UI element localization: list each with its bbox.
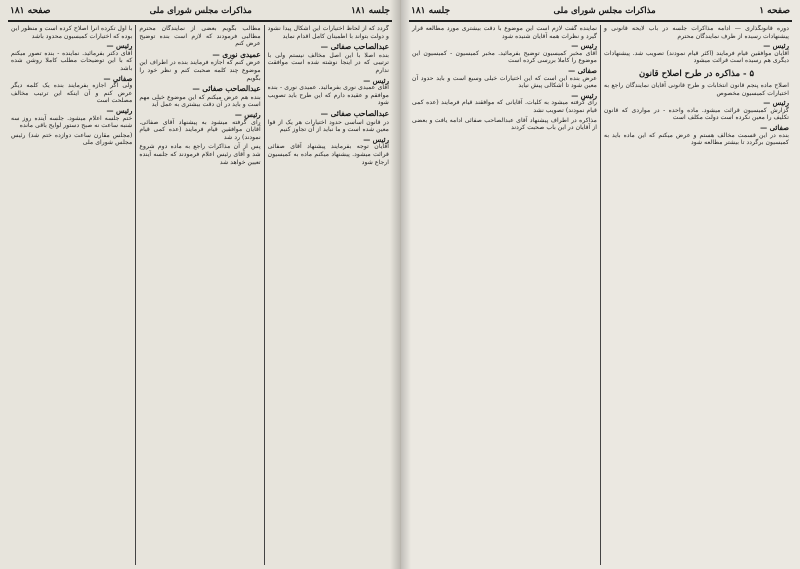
- speaker-label: رئیس —: [571, 41, 597, 51]
- body-paragraph: مطالب بگویم بعضی از نمایندگان محترم مطالبی فرمودند که لازم است بنده توضیح عرض کنم: [139, 25, 261, 48]
- left-column-1: [265, 25, 392, 565]
- speaker-label: رئیس —: [763, 98, 789, 108]
- speaker-heading: عبدالصاحب صفائی —: [320, 108, 389, 118]
- right-column-2: [409, 25, 600, 565]
- body-paragraph: آقای مخبر کمیسیون توضیح بفرمائید. مخبر کمیسیون - کمیسیون این موضوع را کاملا بررسی کرده است: [412, 49, 597, 65]
- speaker-label: رئیس —: [763, 41, 789, 51]
- speaker-label: رئیس —: [363, 75, 389, 85]
- body-paragraph: دوره قانونگذاری — ادامه مذاکرات جلسه در باب لایحه قانونی و پیشنهادات رسیده از طرف نمایندگان محترم: [604, 25, 789, 40]
- left-running-title: مذاکرات مجلس شورای ملی: [149, 6, 252, 16]
- body-paragraph: آقایان موافقین قیام فرمایند (اکثر قیام نمودند) تصویب شد. پیشنهادات دیگری هم رسیده است قرائت میشود: [604, 49, 789, 65]
- body-paragraph: (مجلس مقارن ساعت دوازده ختم شد) رئیس مجلس شورای ملی: [11, 131, 133, 147]
- body-paragraph: بنده هم عرض میکنم که این موضوع خیلی مهم است و باید در آن دقت بیشتری به عمل آید: [139, 93, 261, 109]
- section-heading: ۵ - مذاکره در طرح اصلاح قانون: [638, 68, 755, 79]
- body-paragraph: عرض کنم که اجازه فرمایند بنده در اطراف این موضوع چند کلمه صحبت کنم و نظر خود را بگویم: [139, 59, 261, 82]
- body-paragraph: آقای دکتر بفرمائید. نماینده - بنده تصور میکنم که با این توضیحات مطلب کاملا روشن شده باشد: [11, 49, 133, 72]
- body-paragraph: ولی اگر اجازه بفرمایند بنده یک کلمه دیگر عرض کنم و آن اینکه این ترتیب مخالف مصلحت است: [11, 82, 133, 105]
- speaker-label: رئیس —: [234, 109, 261, 119]
- speaker-label: صفائی —: [760, 122, 789, 132]
- speaker-label: رئیس —: [106, 41, 133, 51]
- body-paragraph: ختم جلسه اعلام میشود. جلسه آینده روز سه شنبه ساعت نه صبح دستور لوایح باقی مانده: [11, 114, 133, 130]
- speaker-label: رئیس —: [106, 105, 133, 115]
- body-paragraph: گردد که از لحاظ اختیارات این اشکال پیدا نشود و دولت بتواند با اطمینان کامل اقدام نماید: [267, 25, 389, 40]
- right-page-number: صفحه ۱: [759, 6, 790, 16]
- left-page-number: صفحه ۱۸۱: [10, 6, 51, 16]
- left-session-label: جلسه ۱۸۱: [350, 6, 390, 16]
- right-columns: [409, 25, 792, 565]
- body-paragraph: نماینده گفت لازم است این موضوع با دقت بیشتری مورد مطالعه قرار گیرد و نظرات همه آقایان شنیده شود: [412, 25, 597, 40]
- body-paragraph: عرض بنده این است که این اختیارات خیلی وسیع است و باید حدود آن معین شود تا اشکالی پیش نیاید: [412, 74, 597, 90]
- body-paragraph: گزارش کمیسیون قرائت میشود. ماده واحده - در مواردی که قانون تکلیف را معین نکرده است دولت مکلف است: [604, 106, 789, 122]
- body-paragraph: رای گرفته میشود به پیشنهاد آقای صفائی. آقایان موافقین قیام فرمایند (عده کمی قیام نمودند) رد شد: [139, 118, 261, 141]
- left-column-3: [8, 25, 135, 565]
- right-running-head: [409, 4, 792, 22]
- body-paragraph: پس از آن مذاکرات راجع به ماده دوم شروع شد و آقای رئیس اعلام فرمودند که جلسه آینده تعیین خواهد شد: [139, 143, 261, 166]
- speaker-heading: عبدالصاحب صفائی —: [320, 42, 389, 52]
- body-paragraph: آقایان توجه بفرمایند پیشنهاد آقای صفائی قرائت میشود. پیشنهاد میکنم ماده به کمیسیون ارجاع شود: [267, 143, 389, 166]
- body-paragraph: اصلاح ماده پنجم قانون انتخابات و طرح قانونی آقایان نمایندگان راجع به اختیارات کمیسیون مخصوص: [604, 81, 789, 97]
- right-page: [400, 0, 800, 569]
- speaker-label: صفائی —: [568, 65, 597, 75]
- speaker-label: صفائی —: [103, 73, 133, 83]
- left-running-head: [8, 4, 392, 22]
- speaker-heading: عبدالصاحب صفائی —: [192, 84, 261, 94]
- body-paragraph: با اول تکرده آنرا اصلاح کرده است و منظور این بوده که اختیارات کمیسیون محدود باشد: [11, 25, 133, 40]
- body-paragraph: آقای عمیدی نوری بفرمائید. عمیدی نوری - بنده موافقم و عقیده دارم که این طرح باید تصویب شود: [267, 84, 389, 107]
- left-columns: [8, 25, 392, 565]
- right-column-1: [601, 25, 792, 565]
- right-running-title: مذاکرات مجلس شورای ملی: [553, 6, 656, 16]
- body-paragraph: مذاکره در اطراف پیشنهاد آقای عبدالصاحب صفائی ادامه یافت و بعضی از آقایان در این باب صحبت کردند: [412, 116, 597, 132]
- speaker-heading: عمیدی نوری —: [212, 49, 261, 59]
- body-paragraph: رای گرفته میشود به کلیات. آقایانی که موافقند قیام فرمایند (عده کمی قیام نمودند) تصویب نشد: [412, 99, 597, 114]
- right-session-label: جلسه ۱۸۱: [411, 6, 451, 16]
- body-paragraph: در قانون اساسی حدود اختیارات هر یک از قوا معین شده است و ما نباید از آن تجاوز کنیم: [267, 118, 389, 134]
- body-paragraph: بنده در این قسمت مخالف هستم و عرض میکنم که این ماده باید به کمیسیون برگردد تا بیشتر مطالعه شود: [604, 131, 789, 147]
- body-paragraph: بنده اصلا با این اصل مخالف نیستم ولی با ترتیبی که در اینجا نوشته شده است موافقت ندارم: [267, 51, 389, 74]
- speaker-label: رئیس —: [571, 90, 597, 100]
- left-column-2: [136, 25, 263, 565]
- speaker-label: رئیس —: [363, 134, 389, 144]
